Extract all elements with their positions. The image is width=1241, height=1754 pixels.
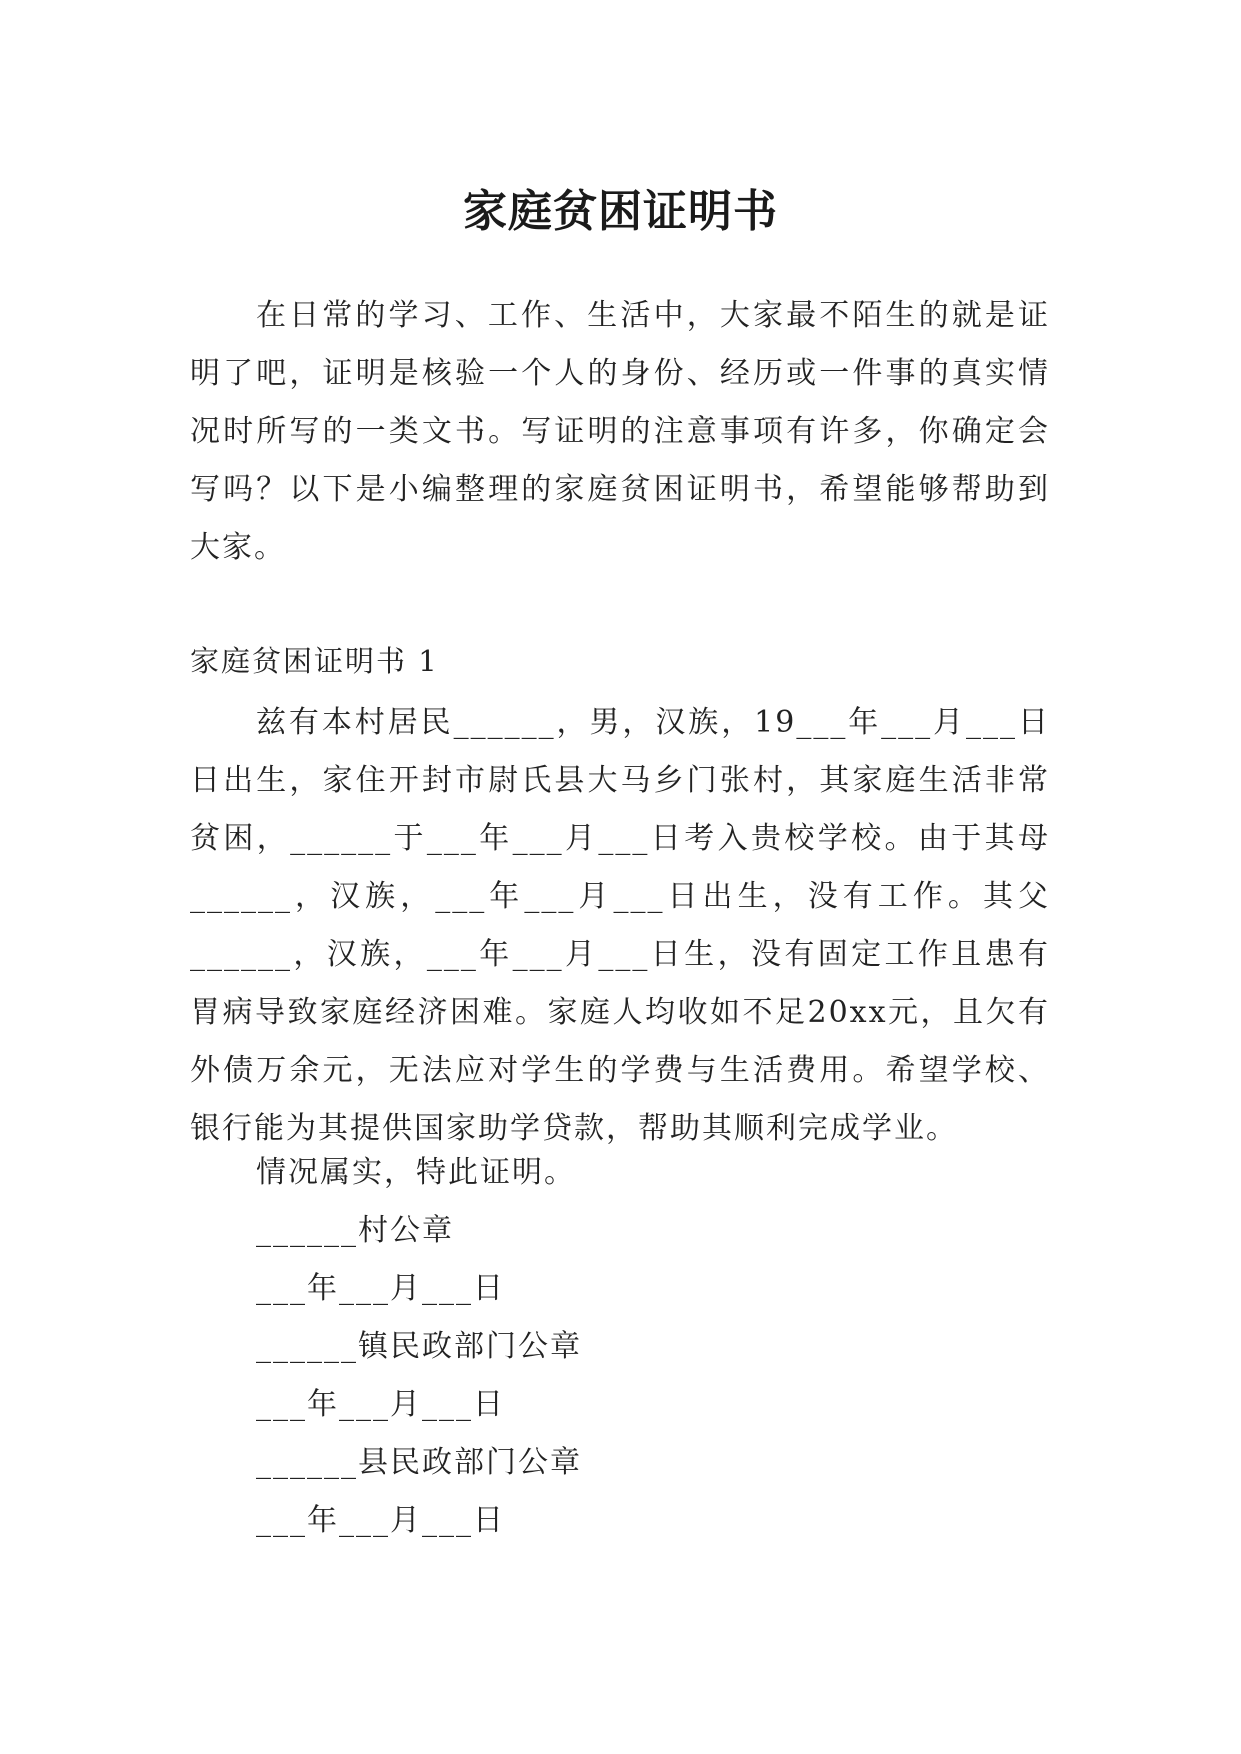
county-seal-date: ___年___月___日	[256, 1503, 505, 1538]
document-title: 家庭贫困证明书	[463, 186, 778, 238]
letter-body-paragraph: 兹有本村居民______，男，汉族，19___年___月___日日出生，家住开封市尉氏县大马乡门张村，其家庭生活非常贫困，______于___年___月___日考入贵校学校。由于其母______，汉族，___年___月___日出生，没有工作。其父______，汉族，___年___月___日生，没有固定工作且患有胃病导致家庭经济困难。家庭人均收如不足20xx元，且欠有外债万余元，无法应对学生的学费与生活费用。希望学校、银行能为其提供国家助学贷款，帮助其顺利完成学业。	[190, 705, 1050, 1146]
village-seal-line: ______村公章	[256, 1213, 454, 1248]
section-heading: 家庭贫困证明书 1	[190, 644, 439, 678]
village-seal-date: ___年___月___日	[256, 1271, 505, 1306]
intro-paragraph: 在日常的学习、工作、生活中，大家最不陌生的就是证明了吧，证明是核验一个人的身份、经历或一件事的真实情况时所写的一类文书。写证明的注意事项有许多，你确定会写吗？以下是小编整理的家庭贫困证明书，希望能够帮助到大家。	[190, 298, 1050, 565]
town-seal-line: ______镇民政部门公章	[256, 1329, 582, 1364]
town-seal-date: ___年___月___日	[256, 1387, 505, 1422]
county-seal-line: ______县民政部门公章	[256, 1445, 582, 1480]
closing-statement: 情况属实，特此证明。	[256, 1155, 576, 1190]
